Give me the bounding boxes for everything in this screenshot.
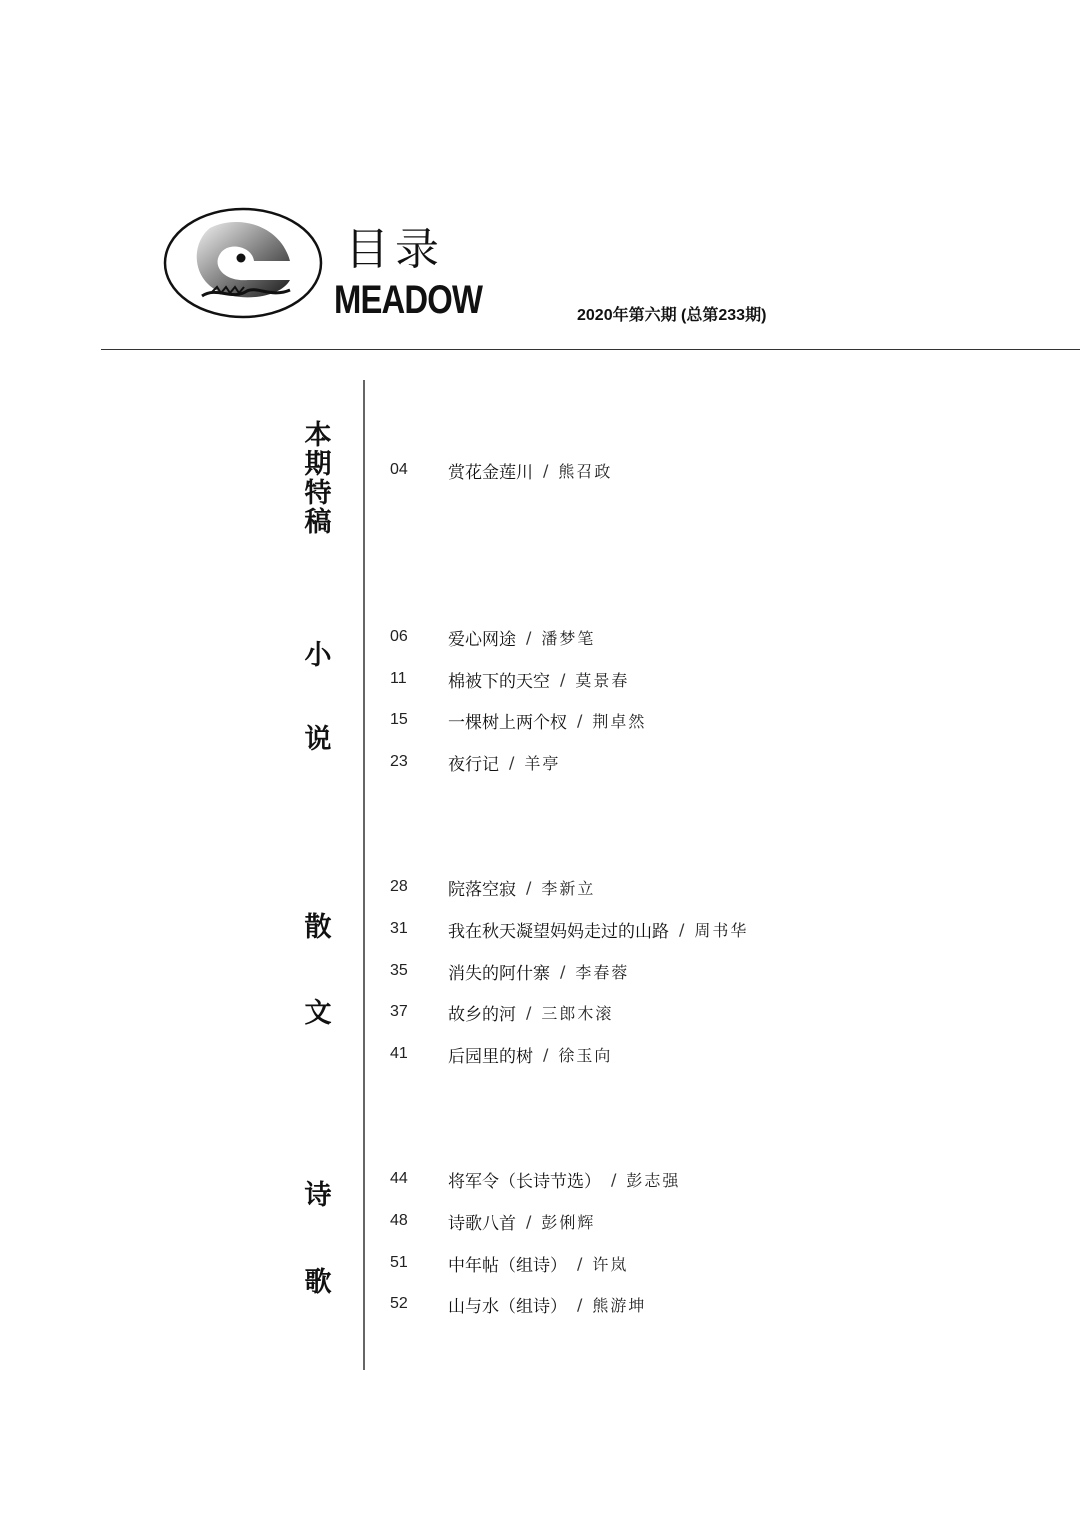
entry-author: 熊召政 (558, 461, 613, 481)
separator: / (526, 1002, 532, 1022)
page-number: 11 (390, 670, 407, 687)
section-label-fiction (300, 642, 336, 753)
entry-title: 消失的阿什寨 (448, 963, 550, 984)
toc-entry[interactable] (390, 705, 646, 735)
entry-title: 后园里的树 (448, 1046, 533, 1067)
toc-entry[interactable] (390, 956, 629, 986)
separator: / (679, 919, 685, 939)
page-number: 15 (390, 711, 408, 728)
separator: / (611, 1169, 617, 1189)
separator: / (543, 1044, 549, 1064)
page-number: 44 (390, 1170, 408, 1187)
toc-entry[interactable] (390, 664, 629, 694)
toc-entry[interactable] (390, 1206, 595, 1236)
page-number: 23 (390, 753, 408, 770)
entry-title: 山与水（组诗） (448, 1296, 567, 1317)
title-english: MEADOW (334, 278, 483, 322)
toc-entry[interactable] (390, 1289, 646, 1319)
separator: / (560, 669, 566, 689)
toc-entry[interactable] (390, 1039, 612, 1069)
toc-entry[interactable] (390, 747, 560, 777)
page-number: 41 (390, 1045, 408, 1062)
entry-title: 夜行记 (448, 754, 499, 775)
section-label-poetry (300, 1182, 336, 1296)
toc-entry[interactable] (390, 914, 748, 944)
entry-author: 羊亭 (524, 753, 561, 773)
entry-author: 莫景春 (575, 670, 630, 690)
entry-author: 李新立 (541, 878, 596, 898)
separator: / (526, 627, 532, 647)
entry-title: 中年帖（组诗） (448, 1255, 567, 1276)
page-number: 31 (390, 920, 408, 937)
entry-title: 我在秋天凝望妈妈走过的山路 (448, 921, 669, 942)
section-char: 特 (304, 478, 332, 509)
entry-title: 将军令（长诗节选） (448, 1171, 601, 1192)
entry-author: 徐玉向 (558, 1045, 613, 1065)
toc-entry[interactable] (390, 455, 612, 485)
section-char: 本 (304, 420, 332, 451)
section-char: 文 (304, 998, 332, 1029)
section-char: 期 (304, 449, 332, 480)
section-char: 诗 (304, 1180, 332, 1211)
page-number: 06 (390, 628, 408, 645)
section-label-feature (300, 422, 336, 538)
title-chinese: 目录 (345, 224, 445, 275)
entry-title: 棉被下的天空 (448, 671, 550, 692)
separator: / (509, 752, 515, 772)
page-number: 28 (390, 878, 408, 895)
toc-entry[interactable] (390, 997, 613, 1027)
issue-number: 2020年第六期 (总第233期) (577, 307, 767, 324)
separator: / (577, 1253, 583, 1273)
entry-author: 李春蓉 (575, 962, 630, 982)
separator: / (560, 961, 566, 981)
page-number: 52 (390, 1295, 408, 1312)
entry-author: 熊游坤 (592, 1295, 647, 1315)
entry-author: 潘梦笔 (541, 628, 596, 648)
page-number: 37 (390, 1003, 408, 1020)
entry-author: 荆卓然 (592, 711, 647, 731)
separator: / (526, 1211, 532, 1231)
section-char: 稿 (304, 507, 332, 538)
entry-title: 故乡的河 (448, 1004, 516, 1025)
column-divider (363, 380, 365, 1370)
separator: / (577, 1294, 583, 1314)
separator: / (577, 710, 583, 730)
toc-entry[interactable] (390, 1164, 680, 1194)
entry-title: 诗歌八首 (448, 1213, 516, 1234)
entry-author: 彭志强 (626, 1170, 681, 1190)
toc-entry[interactable] (390, 622, 595, 652)
separator: / (543, 460, 549, 480)
page-number: 51 (390, 1254, 408, 1271)
entry-title: 一棵树上两个杈 (448, 712, 567, 733)
page-number: 48 (390, 1212, 408, 1229)
section-char: 散 (304, 912, 332, 943)
section-label-prose (300, 914, 336, 1027)
separator: / (526, 877, 532, 897)
entry-title: 爱心网途 (448, 629, 516, 650)
toc-entry[interactable] (390, 872, 595, 902)
section-char: 说 (304, 724, 332, 755)
entry-author: 三郎木滚 (541, 1003, 614, 1023)
entry-author: 彭俐辉 (541, 1212, 596, 1232)
entry-author: 许岚 (592, 1254, 629, 1274)
header-divider (101, 349, 1080, 350)
section-char: 小 (304, 640, 332, 671)
page-number: 35 (390, 962, 408, 979)
entry-title: 院落空寂 (448, 879, 516, 900)
page-number: 04 (390, 461, 408, 478)
section-char: 歌 (304, 1267, 332, 1298)
magazine-logo (162, 206, 324, 320)
toc-entry[interactable] (390, 1248, 628, 1278)
entry-author: 周书华 (694, 920, 749, 940)
entry-title: 赏花金莲川 (448, 462, 533, 483)
